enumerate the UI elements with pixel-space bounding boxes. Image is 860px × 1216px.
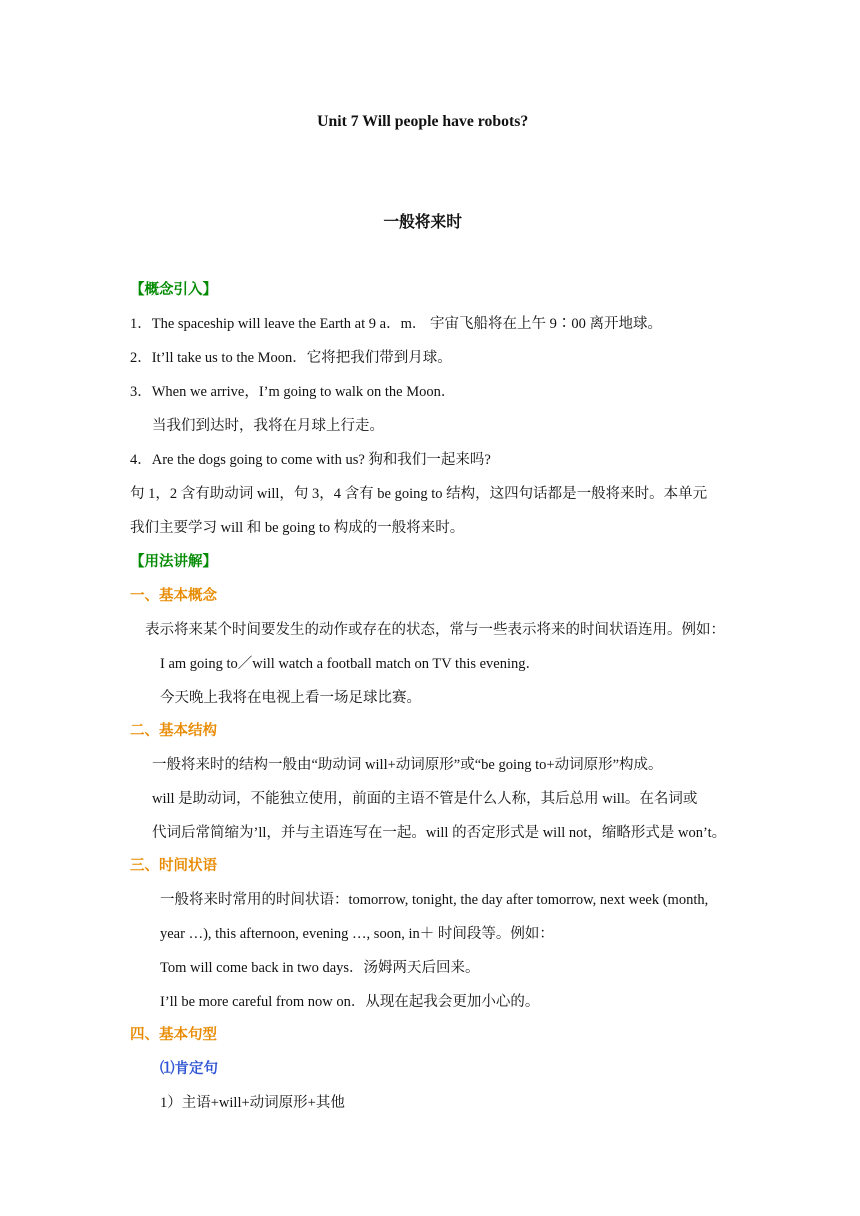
concept-line: 我们主要学习 will 和 be going to 构成的一般将来时。 xyxy=(130,520,465,536)
concept-line: 2．It’ll take us to the Moon．它将把我们带到月球。 xyxy=(130,350,452,366)
document-title: Unit 7 Will people have robots? xyxy=(317,113,529,130)
section-line: 一般将来时常用的时间状语：tomorrow, tonight, the day after tomorrow, next week (month, xyxy=(160,892,709,908)
section-line: 今天晚上我将在电视上看一场足球比赛。 xyxy=(160,690,421,706)
concept-line: 1．The spaceship will leave the Earth at 9 a．m． 宇宙飞船将在上午 9∶00 离开地球。 xyxy=(130,316,662,332)
section-heading: 三、时间状语 xyxy=(130,858,217,874)
concept-line: 4．Are the dogs going to come with us? 狗和我们一起来吗? xyxy=(130,452,491,468)
sub-heading: ⑴肯定句 xyxy=(160,1061,218,1077)
concept-line: 当我们到达时，我将在月球上行走。 xyxy=(152,418,384,434)
usage-heading: 【用法讲解】 xyxy=(130,554,217,570)
section-line: I’ll be more careful from now on．从现在起我会更加小心的。 xyxy=(160,994,540,1010)
section-heading: 一、基本概念 xyxy=(130,588,217,604)
section-line: will 是助动词，不能独立使用，前面的主语不管是什么人称，其后总用 will。在名词或 xyxy=(152,791,698,807)
section-line: 1）主语+will+动词原形+其他 xyxy=(160,1095,345,1111)
section-line: 代词后常简缩为’ll，并与主语连写在一起。will 的否定形式是 will not，缩略形式是 won’t。 xyxy=(152,825,727,841)
document-subtitle: 一般将来时 xyxy=(383,214,463,231)
section-heading: 二、基本结构 xyxy=(130,723,217,739)
concept-line: 3．When we arrive，I’m going to walk on the Moon． xyxy=(130,384,456,400)
section-line: 表示将来某个时间要发生的动作或存在的状态，常与一些表示将来的时间状语连用。例如： xyxy=(145,622,725,638)
section-line: year …), this afternoon, evening …, soon, in＋ 时间段等。例如： xyxy=(160,926,554,942)
section-line: Tom will come back in two days．汤姆两天后回来。 xyxy=(160,960,480,976)
section-line: I am going to／will watch a football match on TV this evening． xyxy=(160,656,541,672)
concept-line: 句 1，2 含有助动词 will，句 3，4 含有 be going to 结构，这四句话都是一般将来时。本单元 xyxy=(130,486,708,502)
section-line: 一般将来时的结构一般由“助动词 will+动词原形”或“be going to+动词原形”构成。 xyxy=(152,757,663,773)
section-heading: 四、基本句型 xyxy=(130,1027,217,1043)
concept-heading: 【概念引入】 xyxy=(130,282,217,298)
